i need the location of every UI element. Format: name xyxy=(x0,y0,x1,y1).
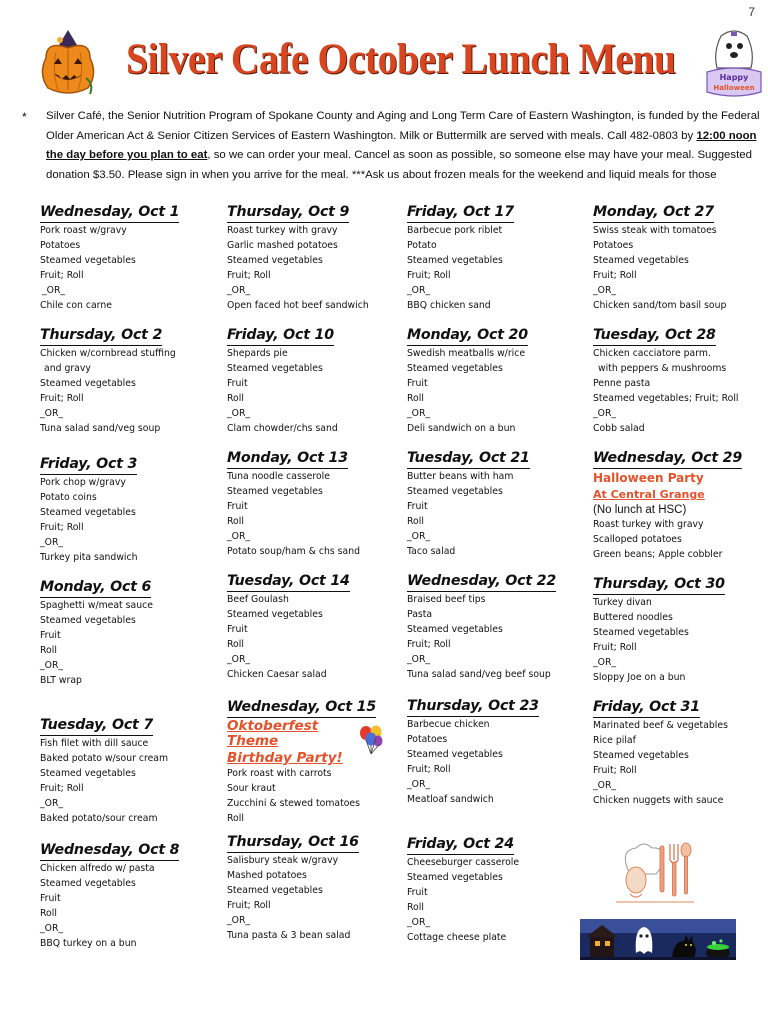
day-title: Thursday, Oct 30 xyxy=(593,574,725,595)
menu-day-oct-6 xyxy=(40,576,220,688)
day-title: Friday, Oct 24 xyxy=(407,834,514,855)
day-title: Wednesday, Oct 1 xyxy=(40,202,179,223)
menu-day-oct-21 xyxy=(407,447,587,559)
or-separator: _OR_ xyxy=(407,778,431,790)
haunted-night-scene-icon xyxy=(580,919,736,960)
menu-item: Fish filet with dill sauce xyxy=(40,738,149,749)
menu-item: Steamed vegetables xyxy=(407,485,503,497)
svg-text:Halloween: Halloween xyxy=(713,84,755,92)
intro-paragraph: Silver Café, the Senior Nutrition Program of Spokane County and Aging and Long Term Care of Eastern Washington, is funded by the Federal Older American Act & Senior Citizen Services of Eastern Washington. Milk or Buttermilk are served with meals. Call 482-0803 by 12:00 noon the day before you plan to eat, so we can order your meal. Cancel as soon as possible, so someone else may have your meal. Suggested donation $3.50. Please sign in when you arrive for the meal. ***Ask us about frozen meals for the weekend and liquid meals for those xyxy=(46,110,760,181)
day-title: Monday, Oct 6 xyxy=(40,577,151,598)
menu-item: Steamed vegetables xyxy=(593,626,689,638)
or-separator: _OR_ xyxy=(42,284,66,296)
menu-item: Cheeseburger casserole xyxy=(407,857,520,868)
menu-item: Roll xyxy=(227,638,244,650)
menu-item: Steamed vegetables xyxy=(40,254,136,266)
menu-day-oct-28 xyxy=(593,324,768,436)
menu-item: Baked potato w/sour cream xyxy=(40,752,169,764)
menu-day-oct-7 xyxy=(40,714,220,826)
menu-item: Cobb salad xyxy=(593,422,645,434)
menu-item: Swedish meatballs w/rice xyxy=(407,348,526,359)
menu-item: Steamed vegetables xyxy=(40,877,136,889)
menu-item: Fruit; Roll xyxy=(593,764,637,776)
menu-day-oct-29 xyxy=(593,447,768,563)
day-title: Thursday, Oct 23 xyxy=(407,696,539,717)
menu-item: Pork roast with carrots xyxy=(227,768,332,779)
menu-day-oct-24 xyxy=(407,833,587,945)
menu-item: Roll xyxy=(407,515,424,527)
menu-item: Fruit; Roll xyxy=(407,638,451,650)
or-separator: _OR_ xyxy=(407,653,431,665)
or-separator: _OR_ xyxy=(40,536,64,548)
menu-item: Shepards pie xyxy=(227,348,288,359)
menu-item: Garlic mashed potatoes xyxy=(227,239,338,251)
menu-item: Pork chop w/gravy xyxy=(40,477,126,488)
menu-item: Roll xyxy=(227,392,244,404)
menu-item: Fruit xyxy=(227,500,248,512)
balloons-icon xyxy=(357,724,385,756)
menu-item: Fruit; Roll xyxy=(227,269,271,281)
svg-text:Happy: Happy xyxy=(719,73,749,82)
day-title: Thursday, Oct 16 xyxy=(227,832,359,853)
menu-item: Steamed vegetables xyxy=(407,871,503,883)
menu-day-oct-2 xyxy=(40,324,220,436)
or-separator: _OR_ xyxy=(227,407,251,419)
menu-item: Chile con carne xyxy=(40,299,112,311)
menu-item: Fruit xyxy=(40,892,61,904)
or-separator: _OR_ xyxy=(227,653,251,665)
day-title: Wednesday, Oct 22 xyxy=(407,571,556,592)
menu-item: Roll xyxy=(407,392,424,404)
menu-item: Sloppy Joe on a bun xyxy=(593,671,686,683)
day-title: Friday, Oct 3 xyxy=(40,454,137,475)
menu-item: Fruit; Roll xyxy=(40,782,84,794)
menu-day-oct-3 xyxy=(40,453,220,565)
menu-item: Clam chowder/chs sand xyxy=(227,422,338,434)
menu-item: Pork roast w/gravy xyxy=(40,225,127,236)
menu-day-oct-1 xyxy=(40,201,220,313)
menu-item: Steamed vegetables xyxy=(227,608,323,620)
menu-item: Potatoes xyxy=(40,239,81,251)
day-title: Monday, Oct 27 xyxy=(593,202,714,223)
menu-item: Potato coins xyxy=(40,491,97,503)
menu-item: and gravy xyxy=(44,362,91,374)
menu-item: Barbecue pork riblet xyxy=(407,225,503,236)
menu-item: Steamed vegetables xyxy=(227,485,323,497)
call-deadline: 12:00 noon the day before you plan to eat xyxy=(46,129,757,161)
menu-item: Turkey divan xyxy=(593,597,652,608)
day-title: Thursday, Oct 9 xyxy=(227,202,349,223)
menu-item: Steamed vegetables xyxy=(227,884,323,896)
menu-item: Sour kraut xyxy=(227,782,276,794)
menu-item: Baked potato/sour cream xyxy=(40,812,158,824)
menu-item: with peppers & mushrooms xyxy=(598,362,727,374)
menu-item: Potatoes xyxy=(407,733,448,745)
menu-day-oct-13 xyxy=(227,447,407,559)
or-separator: _OR_ xyxy=(407,407,431,419)
or-separator: _OR_ xyxy=(593,284,617,296)
menu-item: Roll xyxy=(40,907,57,919)
menu-item: Roll xyxy=(227,812,244,824)
or-separator: _OR_ xyxy=(593,656,617,668)
menu-item: Fruit xyxy=(227,377,248,389)
menu-item: Fruit; Roll xyxy=(40,392,84,404)
menu-item: Tuna pasta & 3 bean salad xyxy=(227,929,351,941)
day-title: Wednesday, Oct 29 xyxy=(593,448,742,469)
or-separator: _OR_ xyxy=(593,407,617,419)
menu-item: Steamed vegetables xyxy=(593,254,689,266)
intro-bullet: * xyxy=(22,110,27,124)
menu-item: Roll xyxy=(227,515,244,527)
day-title: Tuesday, Oct 14 xyxy=(227,571,350,592)
menu-item: Potatoes xyxy=(593,239,634,251)
menu-item: Roll xyxy=(40,644,57,656)
menu-item: Fruit xyxy=(407,886,428,898)
day-title: Tuesday, Oct 21 xyxy=(407,448,530,469)
menu-day-oct-22 xyxy=(407,570,587,682)
menu-item: Chicken w/cornbread stuffing xyxy=(40,348,176,359)
menu-item: Taco salad xyxy=(407,545,456,557)
day-title: Friday, Oct 31 xyxy=(593,697,700,718)
menu-item: Steamed vegetables xyxy=(40,767,136,779)
happy-halloween-ghost-icon xyxy=(703,30,765,98)
menu-item: Steamed vegetables xyxy=(407,748,503,760)
menu-item: Fruit; Roll xyxy=(407,269,451,281)
menu-item: Steamed vegetables xyxy=(227,254,323,266)
menu-item: Cottage cheese plate xyxy=(407,931,507,943)
menu-item: Potato xyxy=(407,239,437,251)
menu-day-oct-17 xyxy=(407,201,587,313)
theme-label: Theme xyxy=(227,733,279,749)
day-title: Wednesday, Oct 15 xyxy=(227,697,376,718)
day-title: Wednesday, Oct 8 xyxy=(40,840,179,861)
menu-item: Buttered noodles xyxy=(593,611,673,623)
oktoberfest-label: Oktoberfest xyxy=(227,718,319,734)
menu-day-oct-15 xyxy=(227,696,407,827)
menu-item: Barbecue chicken xyxy=(407,719,490,730)
chef-utensils-icon xyxy=(610,840,696,908)
menu-item: Chicken alfredo w/ pasta xyxy=(40,863,155,874)
menu-item: Turkey pita sandwich xyxy=(40,551,138,563)
menu-item: Steamed vegetables xyxy=(407,254,503,266)
menu-day-oct-10 xyxy=(227,324,407,436)
menu-item: Tuna salad sand/veg soup xyxy=(40,422,161,434)
menu-item: Steamed vegetables xyxy=(407,362,503,374)
menu-item: Marinated beef & vegetables xyxy=(593,720,728,731)
menu-item: Chicken nuggets with sauce xyxy=(593,794,724,806)
day-title: Monday, Oct 20 xyxy=(407,325,528,346)
day-title: Tuesday, Oct 7 xyxy=(40,715,153,736)
no-lunch-note: (No lunch at HSC) xyxy=(593,504,687,516)
or-separator: _OR_ xyxy=(227,530,251,542)
menu-day-oct-20 xyxy=(407,324,587,436)
pumpkin-witch-icon xyxy=(38,28,98,98)
menu-item: Beef Goulash xyxy=(227,594,289,605)
menu-item: Chicken cacciatore parm. xyxy=(593,348,711,359)
central-grange-label: At Central Grange xyxy=(593,488,705,501)
menu-day-oct-23 xyxy=(407,695,587,807)
menu-item: Steamed vegetables xyxy=(40,614,136,626)
menu-item: Fruit; Roll xyxy=(227,899,271,911)
menu-item: Steamed vegetables xyxy=(40,506,136,518)
page-title: Silver Cafe October Lunch Menu xyxy=(126,36,676,83)
menu-item: Roast turkey with gravy xyxy=(227,225,338,236)
halloween-party-label: Halloween Party xyxy=(593,471,704,485)
or-separator: _OR_ xyxy=(407,916,431,928)
menu-item: Steamed vegetables xyxy=(593,749,689,761)
menu-item: Fruit; Roll xyxy=(407,763,451,775)
menu-item: Fruit; Roll xyxy=(40,269,84,281)
menu-day-oct-14 xyxy=(227,570,407,682)
or-separator: _OR_ xyxy=(40,659,64,671)
menu-item: Fruit xyxy=(40,629,61,641)
or-separator: _OR_ xyxy=(40,797,64,809)
menu-item: Fruit xyxy=(407,500,428,512)
menu-item: Swiss steak with tomatoes xyxy=(593,225,717,236)
menu-day-oct-16 xyxy=(227,831,407,943)
menu-item: Roll xyxy=(407,901,424,913)
day-title: Monday, Oct 13 xyxy=(227,448,348,469)
menu-day-oct-9 xyxy=(227,201,407,313)
day-title: Friday, Oct 17 xyxy=(407,202,514,223)
menu-item: Chicken sand/tom basil soup xyxy=(593,299,727,311)
menu-item: Braised beef tips xyxy=(407,594,486,605)
menu-item: Fruit; Roll xyxy=(593,269,637,281)
birthday-party-label: Birthday Party! xyxy=(227,750,343,766)
or-separator: _OR_ xyxy=(227,914,251,926)
menu-item: Open faced hot beef sandwich xyxy=(227,299,369,311)
menu-item: Chicken Caesar salad xyxy=(227,668,327,680)
menu-item: Rice pilaf xyxy=(593,734,636,746)
menu-item: Steamed vegetables; Fruit; Roll xyxy=(593,392,739,404)
menu-item: Mashed potatoes xyxy=(227,869,307,881)
menu-item: Butter beans with ham xyxy=(407,471,514,482)
menu-item: Steamed vegetables xyxy=(407,623,503,635)
menu-item: BBQ chicken sand xyxy=(407,299,491,311)
menu-item: Meatloaf sandwich xyxy=(407,793,494,805)
or-separator: _OR_ xyxy=(227,284,251,296)
menu-item: Salisbury steak w/gravy xyxy=(227,855,339,866)
menu-item: Penne pasta xyxy=(593,377,651,389)
menu-item: Zucchini & stewed tomatoes xyxy=(227,797,360,809)
day-title: Tuesday, Oct 28 xyxy=(593,325,716,346)
day-title: Friday, Oct 10 xyxy=(227,325,334,346)
menu-item: Deli sandwich on a bun xyxy=(407,422,516,434)
menu-item: Potato soup/ham & chs sand xyxy=(227,545,360,557)
menu-item: Steamed vegetables xyxy=(227,362,323,374)
page-number: 7 xyxy=(748,5,755,19)
or-separator: _OR_ xyxy=(407,284,431,296)
or-separator: _OR_ xyxy=(407,530,431,542)
menu-item: Tuna salad sand/veg beef soup xyxy=(407,668,551,680)
menu-item: Fruit; Roll xyxy=(40,521,84,533)
menu-item: BBQ turkey on a bun xyxy=(40,937,137,949)
menu-item: Fruit; Roll xyxy=(593,641,637,653)
menu-day-oct-27 xyxy=(593,201,768,313)
menu-item: Scalloped potatoes xyxy=(593,533,682,545)
or-separator: _OR_ xyxy=(593,779,617,791)
or-separator: _OR_ xyxy=(40,922,64,934)
menu-item: BLT wrap xyxy=(40,674,82,686)
menu-day-oct-8 xyxy=(40,839,220,951)
menu-day-oct-30 xyxy=(593,573,768,685)
menu-day-oct-31 xyxy=(593,696,768,808)
menu-item: Fruit xyxy=(407,377,428,389)
or-separator: _OR_ xyxy=(40,407,64,419)
menu-item: Spaghetti w/meat sauce xyxy=(40,600,153,611)
menu-item: Tuna noodle casserole xyxy=(227,471,330,482)
menu-item: Steamed vegetables xyxy=(40,377,136,389)
menu-item: Fruit xyxy=(227,623,248,635)
menu-item: Pasta xyxy=(407,608,433,620)
day-title: Thursday, Oct 2 xyxy=(40,325,162,346)
menu-item: Green beans; Apple cobbler xyxy=(593,548,723,560)
menu-item: Roast turkey with gravy xyxy=(593,519,704,530)
